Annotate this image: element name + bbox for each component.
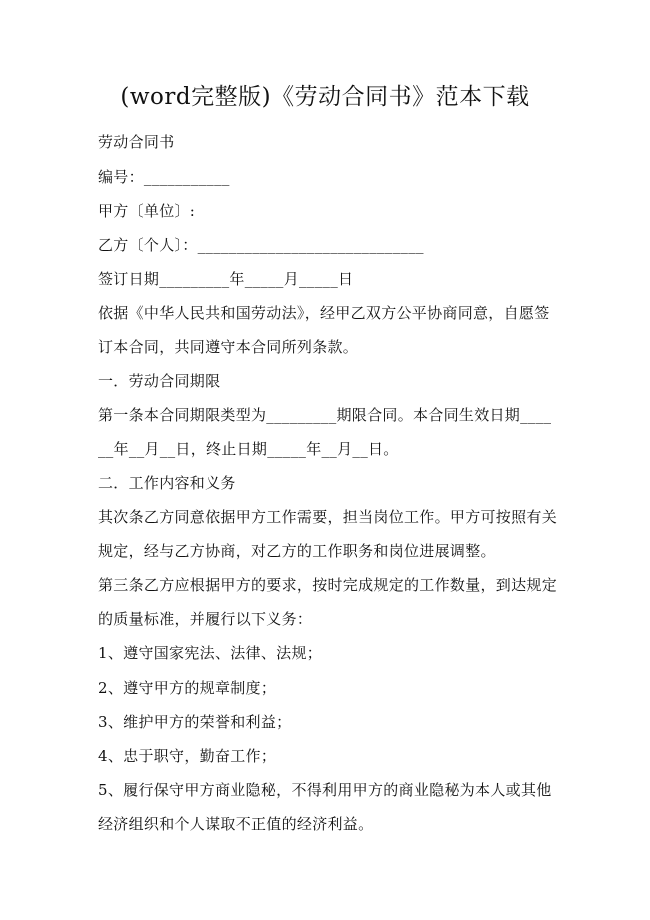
doc-line-sign-date: 签订日期_________年_____月_____日	[98, 270, 354, 288]
doc-line-duty-5-b: 经济组织和个人谋取不正值的经济利益。	[98, 815, 374, 833]
doc-line-section-2-heading: 二．工作内容和义务	[98, 474, 236, 492]
doc-line-section-1-heading: 一．劳动合同期限	[98, 372, 221, 390]
doc-line-article-1-a: 第一条本合同期限类型为_________期限合同。本合同生效日期____	[98, 406, 552, 424]
doc-line-number: 编号：___________	[98, 168, 230, 186]
doc-line-contract-heading: 劳动合同书	[98, 133, 175, 151]
doc-line-preamble-2: 订本合同，共同遵守本合同所列条款。	[98, 338, 359, 356]
doc-line-party-a: 甲方〔单位〕:	[98, 202, 196, 220]
doc-line-preamble-1: 依据《中华人民共和国劳动法》，经甲乙双方公平协商同意，自愿签	[98, 304, 550, 322]
doc-line-article-3-b: 的质量标准，并履行以下义务：	[98, 610, 313, 628]
doc-line-article-2-a: 其次条乙方同意依据甲方工作需要，担当岗位工作。甲方可按照有关	[98, 508, 558, 526]
doc-line-article-3-a: 第三条乙方应根据甲方的要求，按时完成规定的工作数量，到达规定	[98, 576, 558, 594]
doc-line-article-2-b: 规定，经与乙方协商，对乙方的工作职务和岗位进展调整。	[98, 542, 496, 560]
doc-line-duty-3: 3、维护甲方的荣誉和利益；	[98, 713, 292, 731]
doc-line-duty-1: 1、遵守国家宪法、法律、法规；	[98, 644, 323, 662]
doc-line-party-b: 乙方〔个人〕：_____________________________	[98, 236, 424, 254]
doc-line-duty-5-a: 5、履行保守甲方商业隐秘，不得利用甲方的商业隐秘为本人或其他	[98, 781, 552, 799]
doc-line-duty-2: 2、遵守甲方的规章制度；	[98, 679, 277, 697]
document-title: (word完整版)《劳动合同书》范本下载	[120, 84, 530, 110]
doc-line-article-1-b: __年__月__日，终止日期_____年__月__日。	[98, 440, 399, 458]
doc-line-duty-4: 4、忠于职守，勤奋工作；	[98, 747, 277, 765]
